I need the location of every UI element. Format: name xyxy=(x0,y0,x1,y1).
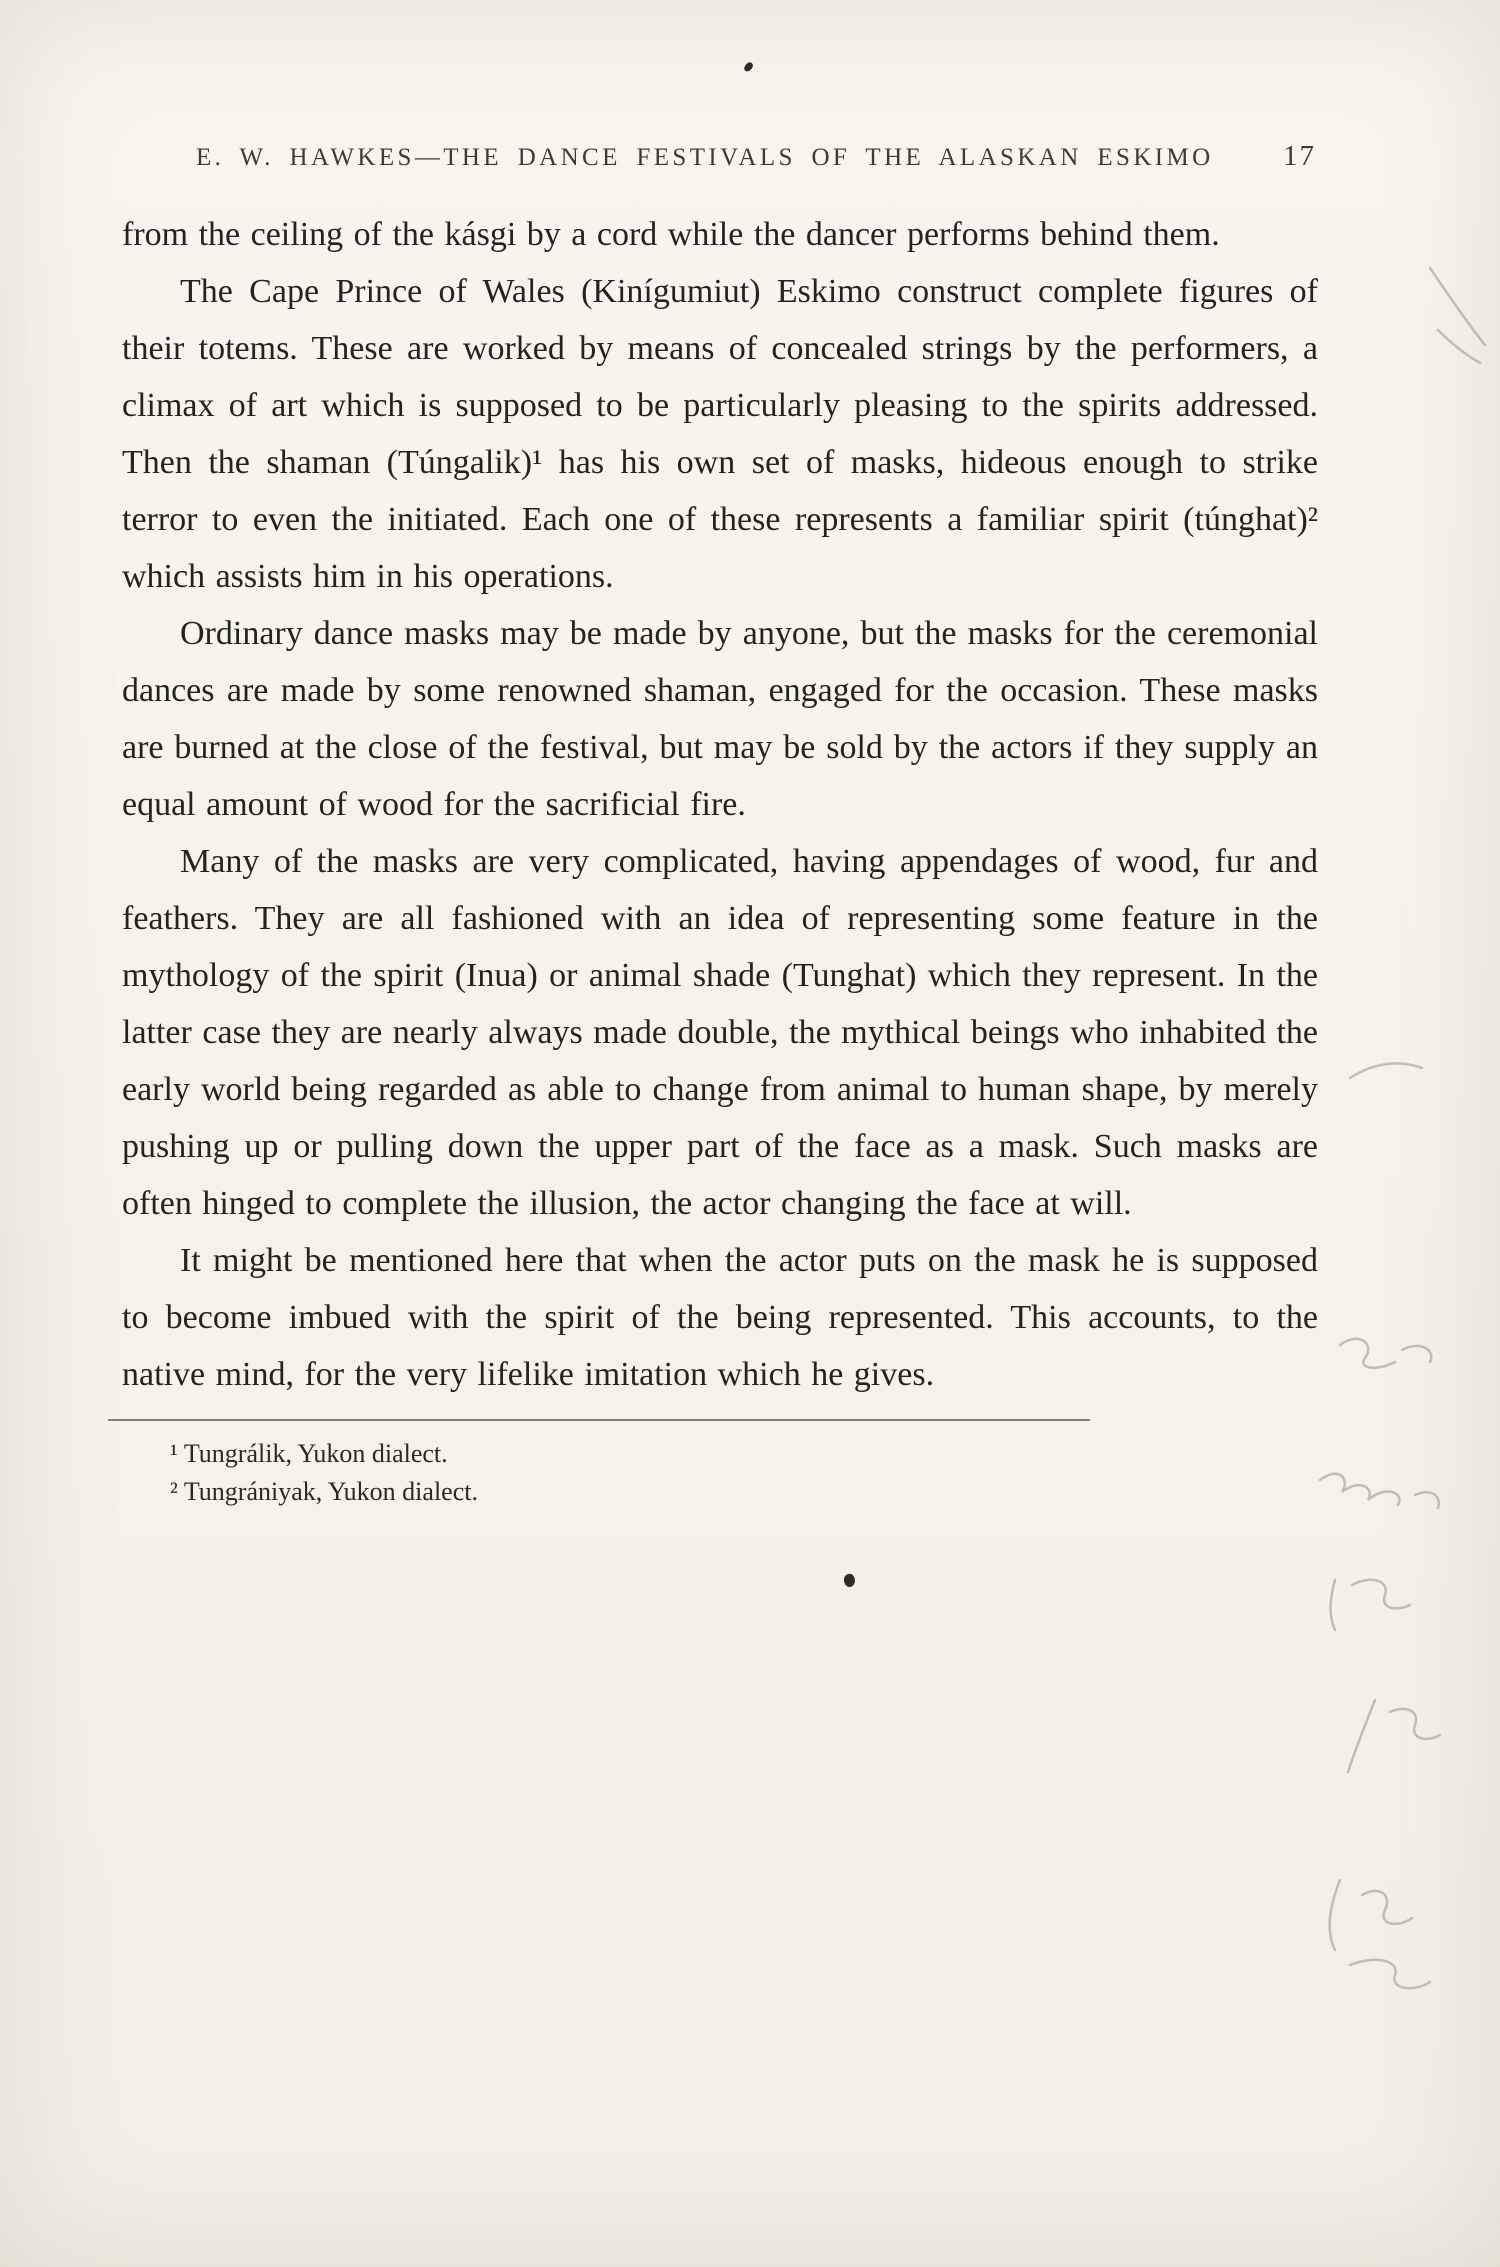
paragraph: Ordinary dance masks may be made by anyone, but the masks for the ceremonial dances are made by some renowned shaman, engaged for the occasion. These masks are burned at the close of the festival, but may be sold by the actors if they supply an equal amount of wood for the sacrificial fire. xyxy=(122,615,1318,823)
footnote: ¹ Tungrálik, Yukon dialect. xyxy=(170,1439,448,1468)
pencil-mark xyxy=(1430,268,1485,345)
paragraph: The Cape Prince of Wales (Kinígumiut) Eskimo construct complete figures of their totems. These are worked by means of concealed strings by the performers, a climax of art which is supposed to be particularly pleasing to the spirits addressed. Then the shaman (Túngalik)¹ has his own set of masks, hideous enough to strike terror to even the initiated. Each one of these represents a familiar spirit (túnghat)² which assists him in his operations. xyxy=(122,273,1318,595)
paragraph: from the ceiling of the kásgi by a cord while the dancer performs behind them. xyxy=(122,216,1220,253)
pencil-mark xyxy=(1320,1474,1439,1508)
ink-speck xyxy=(843,1573,857,1588)
pencil-mark xyxy=(1350,1063,1422,1078)
footnotes xyxy=(170,1435,1318,1511)
pencil-mark xyxy=(1340,1339,1431,1368)
page-header xyxy=(196,140,1316,173)
text-block xyxy=(122,206,1318,1511)
pencil-mark xyxy=(1438,330,1480,363)
pencil-mark xyxy=(1348,1700,1440,1772)
pencil-mark xyxy=(1330,1580,1410,1630)
pencil-mark xyxy=(1330,1880,1412,1950)
paragraph: Many of the masks are very complicated, having appendages of wood, fur and feathers. They are all fashioned with an idea of representing some feature in the mythology of the spirit (Inua) or animal shade (Tunghat) which they represent. In the latter case they are nearly always made double, the mythical beings who inhabited the early world being regarded as able to change from animal to human shape, by merely pushing up or pulling down the upper part of the face as a mask. Such masks are often hinged to complete the illusion, the actor changing the face at will. xyxy=(122,843,1318,1222)
ink-speck xyxy=(743,61,754,73)
running-head: E. W. HAWKES—THE DANCE FESTIVALS OF THE ALASKAN ESKIMO xyxy=(196,144,1214,171)
pencil-mark xyxy=(1350,1960,1430,1988)
footnote-divider xyxy=(108,1419,1090,1421)
paragraph: It might be mentioned here that when the actor puts on the mask he is supposed to become imbued with the spirit of the being represented. This accounts, to the native mind, for the very lifelike imitation which he gives. xyxy=(122,1242,1318,1393)
footnote: ² Tungrániyak, Yukon dialect. xyxy=(170,1477,478,1506)
page-number: 17 xyxy=(1283,140,1316,172)
